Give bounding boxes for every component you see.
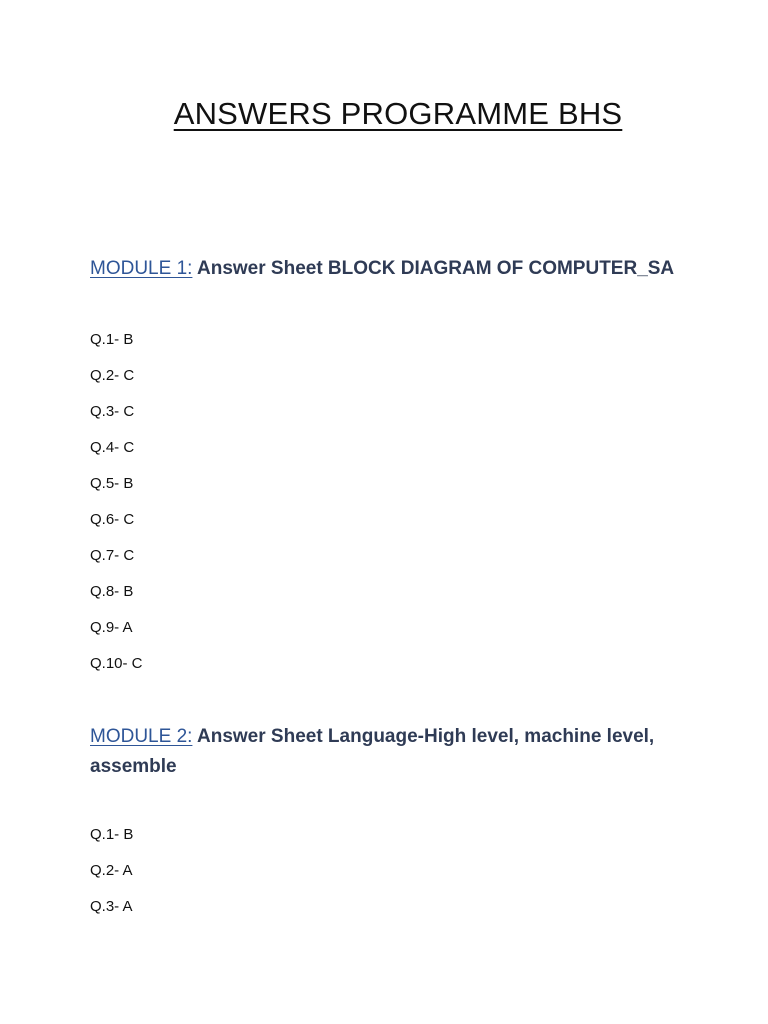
module-1-section [90,254,690,682]
module-1-answer-list [90,322,690,682]
module-2-description: Answer Sheet Language-High level, machine level, assemble [90,726,655,777]
answer-item: Q.9- A [90,619,133,636]
document-title [0,96,768,132]
answer-item: Q.2- C [90,367,135,384]
answer-item: Q.1- B [90,331,134,348]
module-2-answer-list [90,817,690,925]
module-1-description: Answer Sheet BLOCK DIAGRAM OF COMPUTER_SA [197,258,675,279]
answer-item: Q.10- C [90,655,143,672]
answer-item: Q.6- C [90,511,135,528]
module-1-label: MODULE 1: [90,258,193,279]
document-title-text: ANSWERS PROGRAMME BHS [173,96,623,131]
module-2-heading [90,722,690,782]
module-1-heading [90,254,690,284]
answer-item: Q.8- B [90,583,134,600]
answer-item: Q.1- B [90,826,134,843]
module-2-label: MODULE 2: [90,726,193,747]
answer-item: Q.3- C [90,403,135,420]
answer-item: Q.5- B [90,475,134,492]
answer-item: Q.3- A [90,898,133,915]
answer-item: Q.2- A [90,862,133,879]
module-2-section [90,722,690,925]
answer-item: Q.4- C [90,439,135,456]
answer-item: Q.7- C [90,547,135,564]
